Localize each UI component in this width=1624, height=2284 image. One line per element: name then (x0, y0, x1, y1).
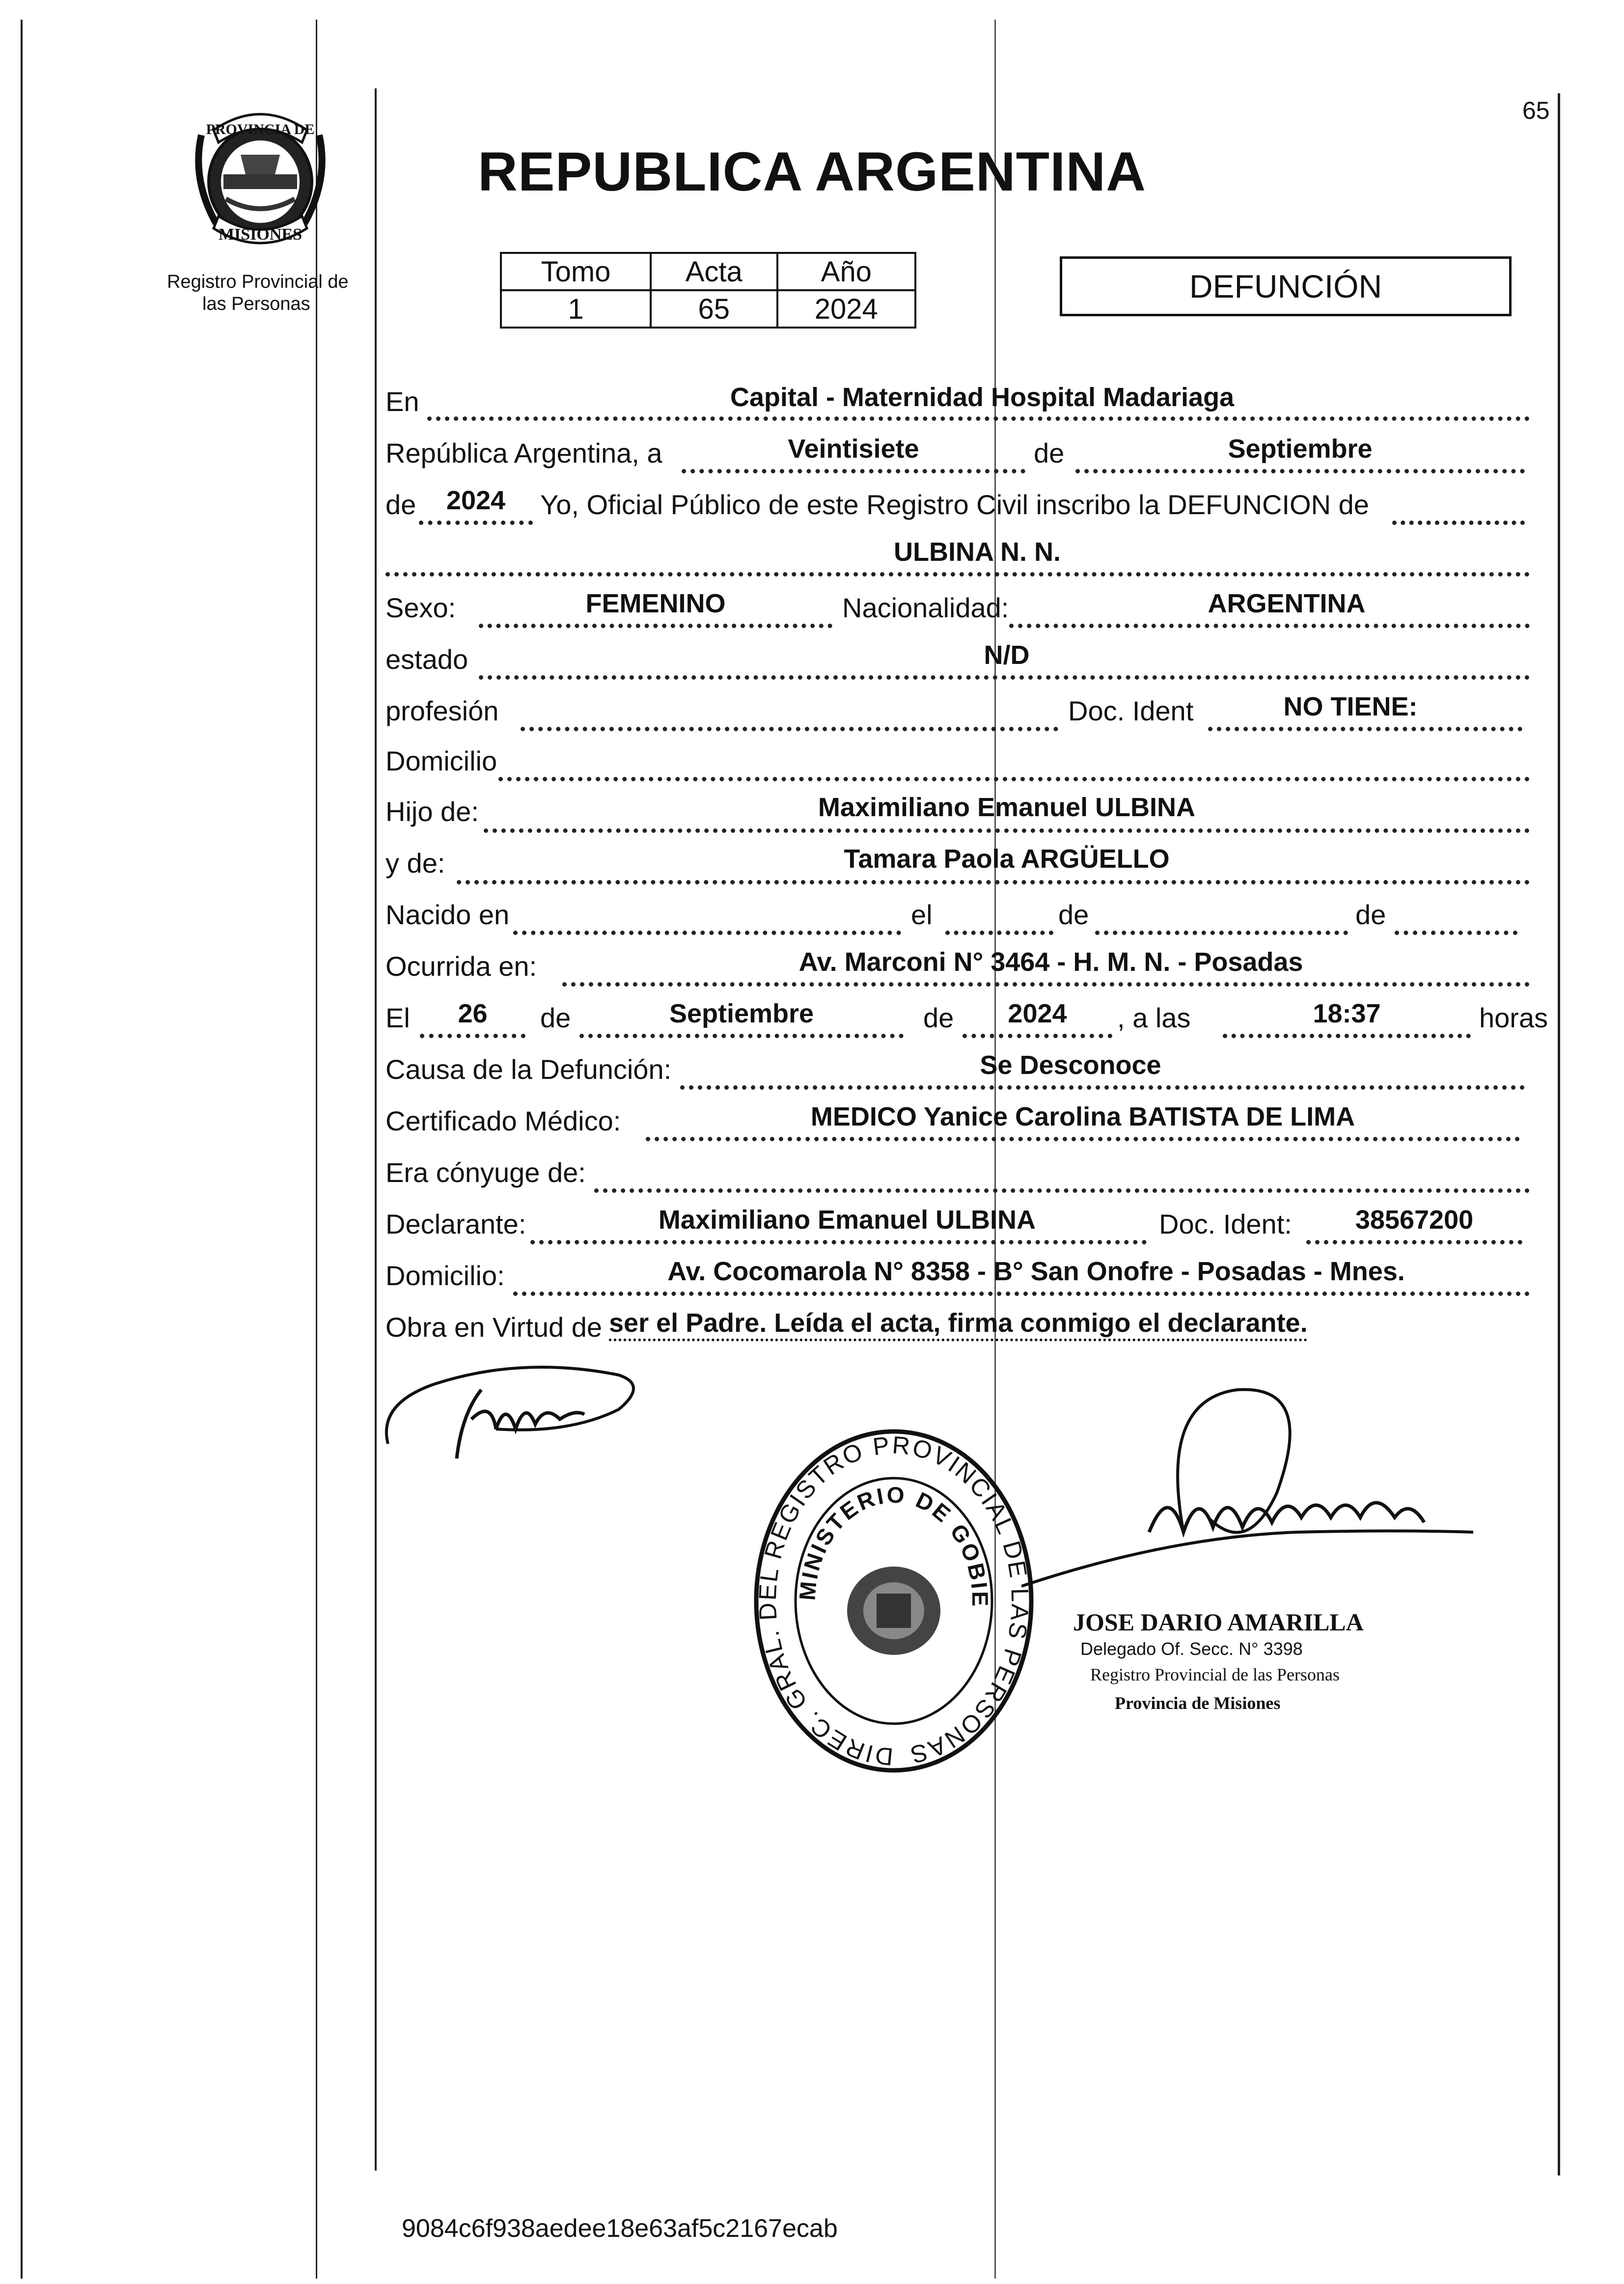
value-month: Septiembre (1228, 434, 1373, 464)
label-obra: Obra en Virtud de (385, 1312, 603, 1343)
dots-doc-ident (1208, 727, 1522, 731)
dots-estado (479, 675, 1530, 680)
dots-ocurrida (562, 982, 1530, 987)
label-de-6: de (923, 1002, 954, 1033)
ref-value-ano: 2024 (777, 290, 915, 328)
value-ocurrida: Av. Marconi N° 3464 - H. M. N. - Posadas (798, 947, 1303, 977)
label-de-3: de (1058, 899, 1089, 930)
ref-header-tomo: Tomo (501, 253, 651, 290)
value-sexo: FEMENINO (585, 589, 726, 618)
registry-seal (751, 1424, 1036, 1778)
official-signature (1021, 1370, 1488, 1601)
label-ocurrida: Ocurrida en: (385, 951, 537, 982)
label-doc-ident-2: Doc. Ident: (1159, 1209, 1292, 1239)
value-death-year: 2024 (1008, 999, 1067, 1028)
value-declarante: Maximiliano Emanuel ULBINA (658, 1205, 1036, 1235)
center-fold-line (994, 20, 996, 2279)
dots-declarante (530, 1240, 1147, 1244)
label-y-de: y de: (385, 848, 445, 879)
registry-caption-2: las Personas (202, 294, 310, 314)
label-declarante: Declarante: (385, 1209, 526, 1239)
value-death-time: 18:37 (1313, 999, 1381, 1028)
label-estado: estado (385, 644, 468, 675)
dots-doc-ident-2 (1306, 1240, 1522, 1244)
dots-sexo (479, 624, 832, 628)
label-horas: horas (1479, 1002, 1548, 1033)
emblem-text-bottom: MISIONES (218, 225, 303, 244)
label-de-4: de (1355, 899, 1386, 930)
label-de-1: de (1034, 438, 1065, 468)
value-death-month: Septiembre (669, 999, 814, 1028)
dots-el (945, 931, 1053, 935)
dots-day (682, 469, 1025, 473)
dots-nacionalidad (1009, 624, 1530, 628)
ref-value-tomo: 1 (501, 290, 651, 328)
dots-death-year (963, 1034, 1112, 1038)
label-yo-text: Yo, Oficial Público de este Registro Civil inscribo la DEFUNCION de (540, 489, 1369, 520)
seal-inner-text: MINISTERIO DE GOBIE (794, 1482, 993, 1609)
label-conyuge: Era cónyuge de: (385, 1157, 586, 1188)
value-day-words: Veintisiete (788, 434, 919, 464)
reference-table (500, 252, 916, 329)
value-doc-ident: NO TIENE: (1283, 692, 1418, 721)
value-hijo: Maximiliano Emanuel ULBINA (818, 793, 1196, 822)
document-type-box: DEFUNCIÓN (1060, 256, 1512, 316)
page-number: 65 (1522, 97, 1550, 124)
value-domicilio-2: Av. Cocomarola N° 8358 - B° San Onofre - Posadas - Mnes. (667, 1257, 1405, 1286)
label-certificado: Certificado Médico: (385, 1105, 621, 1136)
label-sexo: Sexo: (385, 592, 456, 623)
label-hijo: Hijo de: (385, 796, 479, 827)
value-obra: ser el Padre. Leída el acta, firma conmigo el declarante. (609, 1308, 1308, 1338)
label-el: el (911, 899, 933, 930)
label-doc-ident: Doc. Ident (1068, 695, 1194, 726)
value-year: 2024 (446, 486, 506, 515)
label-a-las: , a las (1117, 1002, 1191, 1033)
dots-domicilio-2 (513, 1292, 1530, 1296)
emblem-text-top: PROVINCIA DE (206, 121, 315, 138)
dots-y-de (457, 880, 1530, 884)
left-margin-line (21, 20, 23, 2279)
dots-conyuge (594, 1188, 1530, 1193)
value-death-day: 26 (458, 999, 488, 1028)
value-estado: N/D (984, 640, 1030, 670)
label-nacionalidad: Nacionalidad: (842, 592, 1009, 623)
dots-certificado (646, 1137, 1520, 1141)
declarant-signature (373, 1346, 648, 1483)
binding-line-a (316, 20, 317, 2279)
label-profesion: profesión (385, 695, 499, 726)
dots-year (419, 521, 533, 525)
dots-en (427, 416, 1530, 421)
dots-nacido-month (1095, 931, 1348, 935)
official-stamp-line4: Provincia de Misiones (1115, 1693, 1281, 1713)
official-stamp-line2: Delegado Of. Secc. N° 3398 (1080, 1639, 1303, 1659)
dots-nacido (513, 931, 901, 935)
dots-hijo (484, 828, 1530, 833)
dots-month (1075, 469, 1525, 473)
label-en: En (385, 386, 419, 417)
official-stamp-name: JOSE DARIO AMARILLA (1073, 1608, 1364, 1636)
label-causa: Causa de la Defunción: (385, 1054, 672, 1085)
dots-name (385, 572, 1530, 577)
dots-nacido-year (1395, 931, 1517, 935)
document-title: REPUBLICA ARGENTINA (478, 141, 1146, 202)
ref-header-ano: Año (777, 253, 915, 290)
dots-yo-end (1392, 521, 1525, 525)
label-domicilio-2: Domicilio: (385, 1260, 505, 1291)
value-certificado: MEDICO Yanice Carolina BATISTA DE LIMA (810, 1102, 1355, 1131)
dots-causa (680, 1085, 1525, 1090)
registry-caption-1: Registro Provincial de (167, 272, 349, 292)
right-border-line (1558, 93, 1560, 2175)
label-domicilio: Domicilio (385, 745, 497, 776)
label-nacido: Nacido en (385, 899, 510, 930)
value-nacionalidad: ARGENTINA (1208, 589, 1366, 618)
value-deceased-name: ULBINA N. N. (894, 537, 1061, 567)
dots-profesion (521, 727, 1058, 731)
ref-header-acta: Acta (651, 253, 777, 290)
ref-value-acta: 65 (651, 290, 777, 328)
label-de-2: de (385, 489, 416, 520)
dots-domicilio (498, 777, 1530, 781)
value-en: Capital - Maternidad Hospital Madariaga (730, 383, 1235, 412)
label-de-5: de (540, 1002, 571, 1033)
official-stamp-line3: Registro Provincial de las Personas (1090, 1665, 1340, 1684)
label-republica: República Argentina, a (385, 438, 662, 468)
seal-outer-text: DIREC. GRAL. DEL REGISTRO PROVINCIAL DE LAS PERSONAS (753, 1431, 1034, 1771)
dots-death-time (1223, 1034, 1471, 1038)
label-el-cap: El (385, 1002, 410, 1033)
document-hash: 9084c6f938aedee18e63af5c2167ecab (402, 2214, 838, 2243)
dots-death-month (579, 1034, 904, 1038)
value-y-de: Tamara Paola ARGÜELLO (844, 844, 1170, 874)
value-doc-ident-2: 38567200 (1355, 1205, 1474, 1235)
value-causa: Se Desconoce (980, 1050, 1161, 1080)
dots-death-day (420, 1034, 525, 1038)
binding-line-b (375, 88, 377, 2171)
